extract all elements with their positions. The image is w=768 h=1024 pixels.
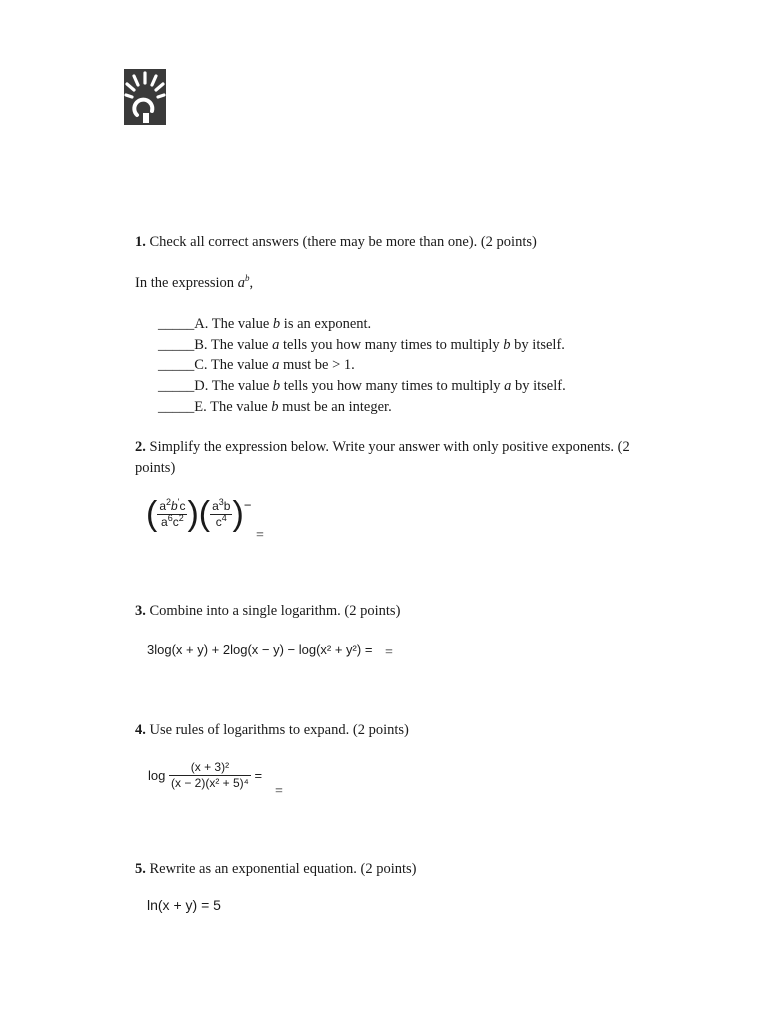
- answer-option-a[interactable]: _____A. The value b is an exponent.: [158, 316, 372, 332]
- question-1-prompt: 1. Check all correct answers (there may be more than one). (2 points): [135, 234, 537, 250]
- answer-blank[interactable]: _____: [158, 337, 195, 353]
- answer-blank[interactable]: _____: [158, 399, 195, 415]
- answer-option-b[interactable]: _____B. The value a tells you how many times to multiply b by itself.: [158, 337, 565, 353]
- question-3-expression: 3log(x + y) + 2log(x − y) − log(x² + y²) =: [147, 642, 373, 657]
- question-2-prompt-continued: points): [135, 460, 176, 476]
- question-4-prompt: 4. Use rules of logarithms to expand. (2 points): [135, 722, 409, 738]
- question-1-intro: In the expression $a^b$,: [135, 273, 254, 291]
- question-4-equals: =: [275, 784, 283, 799]
- answer-option-d[interactable]: _____D. The value b tells you how many times to multiply a by itself.: [158, 378, 566, 394]
- question-2-equals: =: [256, 528, 264, 543]
- question-3-equals: =: [385, 645, 393, 660]
- answer-option-e[interactable]: _____E. The value b must be an integer.: [158, 399, 392, 415]
- answer-option-c[interactable]: _____C. The value a must be > 1.: [158, 357, 355, 373]
- answer-blank[interactable]: _____: [158, 378, 195, 394]
- answer-blank[interactable]: _____: [158, 316, 195, 332]
- question-5-expression: ln(x + y) = 5: [147, 897, 221, 913]
- question-2-expression: ( $\frac{a^2b'c}{a^6c^2}$ )( $\frac{a^3b}{c^4}$ )−: [146, 495, 252, 533]
- question-3-prompt: 3. Combine into a single logarithm. (2 points): [135, 603, 401, 619]
- question-4-expression: log $\frac{\text{(x + 3)²}}{\text{(x − 2)(x² + 5)⁴}}$ =: [148, 760, 263, 790]
- answer-blank[interactable]: _____: [158, 357, 195, 373]
- question-number: 1.: [135, 234, 146, 250]
- question-5-prompt: 5. Rewrite as an exponential equation. (2 points): [135, 861, 417, 877]
- question-2-prompt: 2. Simplify the expression below. Write your answer with only positive exponents. (2: [135, 439, 630, 455]
- publisher-logo-icon: [124, 69, 166, 125]
